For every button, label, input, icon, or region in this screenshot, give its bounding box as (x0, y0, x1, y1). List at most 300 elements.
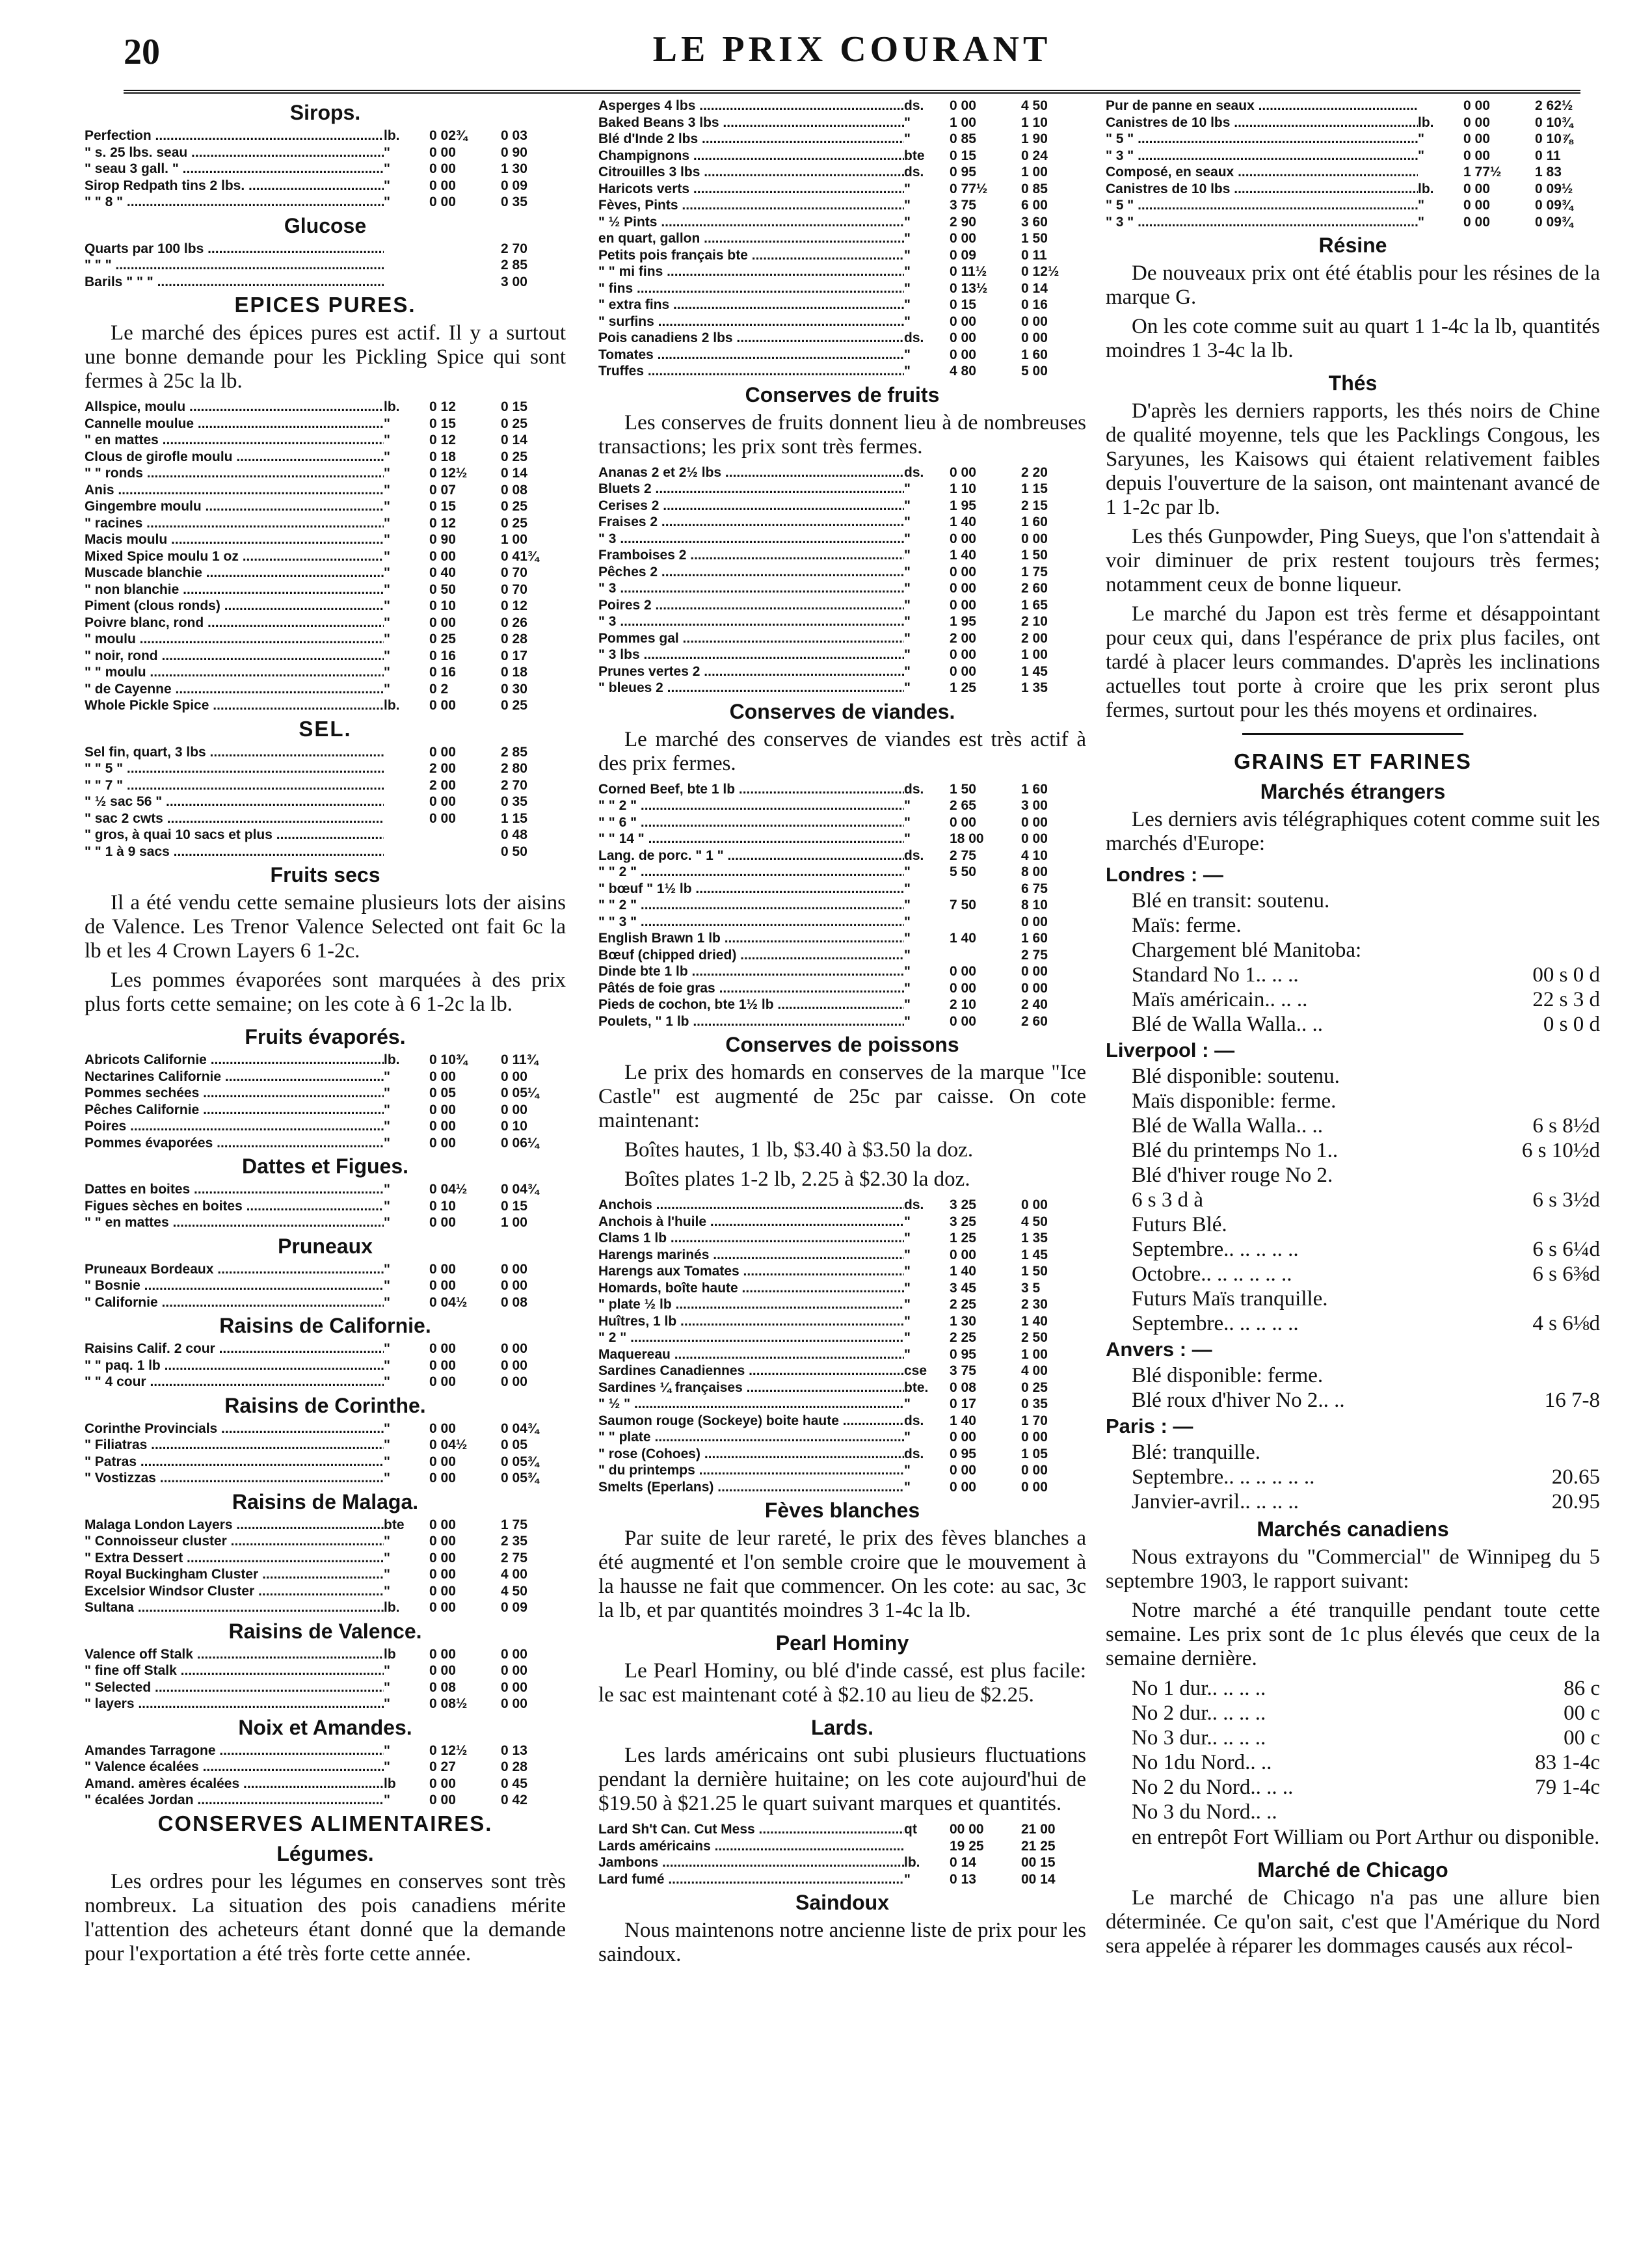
item-name: English Brawn 1 lb ..... (598, 930, 904, 947)
price-low: 1 40 (950, 1264, 976, 1279)
quote-label: Maïs disponible: ferme. (1132, 1089, 1337, 1113)
item-name: Bluets 2 ..... (598, 481, 904, 498)
item-name: " Extra Dessert ..... (85, 1550, 384, 1567)
price-high: 0 12 (501, 598, 527, 613)
item-unit: " (904, 947, 911, 963)
quote-value: 86 c (1564, 1677, 1600, 1700)
item-unit: " (384, 1679, 390, 1695)
price-high: 2 15 (1021, 498, 1048, 513)
price-low: 0 18 (429, 449, 456, 464)
price-row (598, 114, 1086, 131)
section-heading: EPICES PURES. (234, 293, 416, 317)
price-row (85, 432, 566, 449)
item-unit: " (384, 515, 390, 531)
price-row (85, 1181, 566, 1198)
item-name: Citrouilles 3 lbs ..... (598, 164, 904, 181)
market-quote (1106, 938, 1600, 963)
item-name: " plate ½ lb ..... (598, 1296, 904, 1313)
item-unit: ds. (904, 1446, 924, 1461)
item-unit: lb. (384, 128, 400, 143)
price-row (85, 515, 566, 532)
item-unit: " (384, 1759, 390, 1774)
item-unit: " (384, 681, 390, 697)
price-high: 0 08 (501, 482, 527, 498)
paragraph: De nouveaux prix ont été établis pour les résines de la marque G. (1106, 261, 1600, 309)
item-unit: " (384, 1357, 390, 1373)
price-low: 0 00 (950, 1463, 976, 1478)
item-name: " " 5 " ..... (85, 760, 384, 777)
price-low (429, 844, 501, 860)
item-name: Mixed Spice moulu 1 oz ..... (85, 548, 384, 565)
price-high: 3 60 (1021, 214, 1048, 230)
paragraph: Les pommes évaporées sont marquées à des prix plus forts cette semaine; on les cote à 6 1-2c la lb. (85, 968, 566, 1016)
item-name: Ananas 2 et 2½ lbs ..... (598, 464, 904, 481)
price-high: 0 35 (501, 794, 527, 809)
price-low: 1 10 (950, 481, 976, 496)
item-name: Pêches Californie ..... (85, 1102, 384, 1119)
price-high: 1 35 (1021, 1231, 1048, 1246)
section-heading: Légumes. (276, 1841, 374, 1865)
price-row (85, 1118, 566, 1135)
section-heading: Conserves de poissons (725, 1033, 959, 1056)
price-row (598, 1363, 1086, 1380)
price-row (85, 482, 566, 499)
item-name: Maquereau ..... (598, 1346, 904, 1363)
item-name: " non blanchie ..... (85, 581, 384, 598)
item-unit: " (384, 499, 390, 514)
price-low: 0 95 (950, 165, 976, 180)
market-quote (1106, 963, 1600, 987)
section-heading: Raisins de Californie. (219, 1314, 431, 1337)
price-low: 0 00 (1463, 198, 1490, 213)
price-high: 0 05¾ (501, 1454, 539, 1469)
item-unit: " (904, 1313, 911, 1329)
price-row (1106, 148, 1600, 165)
price-low: 2 25 (950, 1297, 976, 1312)
price-row (598, 148, 1086, 165)
price-low: 0 02¾ (429, 128, 468, 143)
price-low: 0 00 (1463, 214, 1490, 230)
item-name: " gros, à quai 10 sacs et plus ..... (85, 827, 384, 844)
price-row (598, 930, 1086, 947)
item-unit: " (384, 449, 390, 464)
item-unit: " (904, 181, 911, 196)
price-high: 1 10 (1021, 114, 1048, 130)
section-heading: CONSERVES ALIMENTAIRES. (157, 1811, 493, 1835)
item-name: Petits pois français bte ..... (598, 247, 904, 264)
price-high: 1 50 (1021, 548, 1048, 563)
quote-label: Septembre.. .. .. .. .. (1132, 1238, 1299, 1261)
price-row (598, 564, 1086, 581)
price-low: 0 00 (429, 194, 456, 209)
market-quote (1106, 1701, 1600, 1726)
item-unit: lb. (384, 1052, 400, 1067)
price-low: 1 40 (950, 1413, 976, 1428)
price-low: 0 85 (950, 131, 976, 146)
price-low: 0 00 (429, 178, 456, 193)
item-name: Royal Buckingham Cluster ..... (85, 1566, 384, 1583)
item-name: Harengs marinés ..... (598, 1247, 904, 1264)
price-row (598, 1396, 1086, 1413)
price-high: 0 42 (501, 1793, 527, 1807)
price-row (598, 247, 1086, 264)
item-unit: " (384, 1182, 390, 1197)
price-row (598, 781, 1086, 798)
price-low: 0 00 (429, 161, 456, 176)
item-name: " ½ " ..... (598, 1396, 904, 1413)
price-low (429, 257, 501, 274)
price-row (85, 664, 566, 681)
item-unit: " (904, 1330, 911, 1345)
item-unit: " (384, 581, 390, 597)
price-row (85, 760, 566, 777)
price-low: 0 04½ (429, 1437, 468, 1452)
market-label: Londres : — (1106, 863, 1223, 886)
price-high: 3 00 (1021, 798, 1048, 813)
item-unit: " (384, 648, 390, 663)
item-name: Tomates ..... (598, 347, 904, 364)
item-unit: lb. (384, 399, 400, 414)
item-name: Perfection ..... (85, 127, 384, 144)
item-unit: " (904, 264, 911, 279)
price-high: 4 00 (1021, 1363, 1048, 1378)
item-name: Sardines Canadiennes ..... (598, 1363, 904, 1380)
item-name: Dattes en boites ..... (85, 1181, 384, 1198)
price-row (85, 1261, 566, 1278)
section-heading: Fruits évaporés. (245, 1025, 406, 1048)
item-name: Baked Beans 3 lbs ..... (598, 114, 904, 131)
market-quote (1106, 1012, 1600, 1037)
item-unit (384, 827, 429, 844)
price-low: 0 08½ (429, 1696, 468, 1711)
price-row (598, 297, 1086, 313)
price-row (85, 1357, 566, 1374)
price-row (85, 1792, 566, 1809)
price-row (598, 1479, 1086, 1496)
item-unit: ds. (904, 98, 924, 113)
paragraph: Le marché des conserves de viandes est très actif à des prix fermes. (598, 727, 1086, 775)
price-high: 0 13 (501, 1742, 527, 1758)
price-low: 0 12 (429, 433, 456, 447)
price-low: 2 00 (429, 777, 456, 793)
item-unit: " (384, 144, 390, 160)
quote-label: Standard No 1.. .. .. (1132, 963, 1299, 987)
price-low: 0 00 (429, 1600, 456, 1615)
price-low: 2 75 (950, 847, 976, 863)
paragraph: Les derniers avis télégraphiques cotent comme suit les marchés d'Europe: (1106, 808, 1600, 855)
price-row (85, 241, 566, 258)
item-unit: " (904, 1264, 911, 1279)
price-low: 1 95 (950, 498, 976, 513)
paragraph: Les conserves de fruits donnent lieu à de nombreuses transactions; les prix sont très fermes. (598, 410, 1086, 459)
price-row (85, 1420, 566, 1437)
price-low: 0 12 (429, 515, 456, 531)
price-row (85, 631, 566, 648)
price-high: 0 00 (1021, 964, 1048, 979)
price-low: 1 95 (950, 614, 976, 629)
quote-label: Maïs américain.. .. .. (1132, 988, 1308, 1011)
price-low: 0 00 (429, 1776, 456, 1791)
market-quote (1106, 1138, 1600, 1163)
item-name: " 2 " ..... (598, 1329, 904, 1346)
price-low: 0 00 (429, 1517, 456, 1532)
price-high: 0 00 (1021, 1430, 1048, 1445)
paragraph: Par suite de leur rareté, le prix des fèves blanches a été augmenté et l'on semble croire que le mouvement à la hausse ne fait que commencer. On les cote: au sac, 3c la lb, et par quantités moindres 3 1-4c la lb. (598, 1526, 1086, 1622)
item-name: " " 14 " ..... (598, 831, 904, 847)
market-quote (1106, 888, 1600, 913)
item-name: Canistres de 10 lbs ..... (1106, 181, 1418, 198)
item-unit: ds. (904, 1413, 924, 1428)
item-name: " 3 " ..... (1106, 148, 1418, 165)
item-unit: " (904, 131, 911, 146)
price-high: 1 70 (1021, 1413, 1048, 1428)
item-name: Homards, boîte haute ..... (598, 1280, 904, 1297)
price-row (598, 181, 1086, 198)
item-unit: " (384, 1420, 390, 1436)
quote-value: 79 1-4c (1535, 1776, 1600, 1799)
price-high: 1 00 (1021, 1346, 1048, 1362)
price-low: 7 50 (950, 898, 976, 913)
item-name: Pur de panne en seaux ..... (1106, 98, 1418, 114)
price-row (598, 831, 1086, 847)
item-unit: " (904, 581, 911, 596)
price-row (85, 1517, 566, 1534)
price-low: 1 40 (950, 514, 976, 529)
price-low: 2 00 (429, 761, 456, 776)
paragraph: Il a été vendu cette semaine plusieurs lots der aisins de Valence. Les Trenor Valence Selected ont fait 6c la lb et les 4 Crown Layers 6 1-2c. (85, 891, 566, 963)
price-high: 0 00 (1021, 531, 1048, 546)
price-high: 1 45 (1021, 663, 1048, 679)
quote-label: Septembre.. .. .. .. .. .. (1132, 1465, 1315, 1489)
price-low: 0 00 (429, 1341, 456, 1356)
price-low: 0 17 (950, 1396, 976, 1411)
item-name: Pois canadiens 2 lbs ..... (598, 330, 904, 347)
price-low: 0 00 (950, 98, 976, 113)
item-name: " " 4 cour ..... (85, 1374, 384, 1391)
item-unit: bte. (904, 1380, 929, 1395)
price-row (1106, 98, 1600, 114)
price-high: 6 00 (1021, 198, 1048, 213)
price-high: 21 25 (1021, 1838, 1056, 1854)
item-name: Nectarines Californie ..... (85, 1069, 384, 1086)
item-unit: qt (904, 1822, 917, 1837)
price-high: 1 45 (1021, 1247, 1048, 1262)
price-low: 0 00 (950, 231, 976, 246)
item-name: " fins ..... (598, 280, 904, 297)
price-row (598, 330, 1086, 347)
price-high: 0 00 (1021, 1197, 1048, 1212)
column-3 (1106, 98, 1600, 2237)
item-unit: " (904, 231, 911, 246)
price-low: 0 08 (950, 1380, 976, 1395)
price-row (85, 681, 566, 698)
market-quote (1106, 1286, 1600, 1311)
item-unit: " (904, 663, 911, 679)
price-low: 0 00 (1463, 181, 1490, 196)
item-name: " 3 " ..... (1106, 214, 1418, 231)
price-high: 0 25 (501, 416, 527, 431)
item-name: Pommes évaporées ..... (85, 1135, 384, 1152)
item-unit: lb. (1418, 114, 1434, 130)
item-name: " rose (Cohoes) ..... (598, 1446, 904, 1463)
item-unit: " (904, 864, 911, 879)
price-low: 0 00 (429, 1663, 456, 1678)
item-unit: bte (384, 1517, 405, 1532)
item-unit: bte (904, 148, 925, 163)
item-unit: " (384, 1471, 390, 1486)
price-high: 0 26 (501, 615, 527, 630)
price-low: 0 00 (429, 698, 456, 713)
price-high: 8 00 (1021, 864, 1048, 879)
price-low: 0 09 (950, 247, 976, 263)
price-low: 0 00 (429, 1102, 456, 1117)
price-row (85, 565, 566, 581)
price-row (598, 131, 1086, 148)
price-high: 0 30 (501, 681, 527, 697)
price-low: 0 27 (429, 1759, 456, 1774)
price-row (598, 847, 1086, 864)
market-quote (1106, 1800, 1600, 1824)
price-row (598, 947, 1086, 964)
item-name: Smelts (Eperlans) ..... (598, 1479, 904, 1496)
item-name: Valence off Stalk ..... (85, 1646, 384, 1663)
item-name: Quarts par 100 lbs ..... (85, 241, 384, 258)
price-row (598, 1854, 1086, 1871)
item-unit: lb. (384, 698, 400, 713)
item-unit (384, 760, 429, 777)
quote-value: 6 s 10½d (1521, 1139, 1600, 1162)
price-row (1106, 164, 1600, 181)
item-name: Haricots verts ..... (598, 181, 904, 198)
item-name: Barils " " " ..... (85, 274, 384, 291)
price-row (598, 1429, 1086, 1446)
price-low: 0 00 (429, 1567, 456, 1582)
price-row (598, 1380, 1086, 1396)
price-high: 1 00 (1021, 647, 1048, 662)
section-heading: GRAINS ET FARINES (1234, 749, 1472, 773)
price-row (598, 514, 1086, 531)
quote-label: Blé: tranquille. (1132, 1441, 1260, 1464)
price-row (1106, 214, 1600, 231)
price-low: 0 00 (950, 531, 976, 546)
price-high: 0 35 (1021, 1396, 1048, 1411)
price-row (598, 1296, 1086, 1313)
item-name: Poulets, " 1 lb ..... (598, 1013, 904, 1030)
item-name: Excelsior Windsor Cluster ..... (85, 1583, 384, 1600)
price-high: 0 85 (1021, 181, 1048, 196)
quote-label: Futurs Blé. (1132, 1213, 1227, 1236)
quote-label: Octobre.. .. .. .. .. .. (1132, 1262, 1292, 1286)
column-2 (598, 98, 1086, 2237)
item-unit: " (904, 114, 911, 130)
item-name: " ½ sac 56 " ..... (85, 793, 384, 810)
price-row (598, 897, 1086, 914)
price-low: 2 00 (950, 630, 976, 646)
item-unit: " (904, 1479, 911, 1495)
price-low: 0 04½ (429, 1182, 468, 1197)
price-row (85, 1759, 566, 1776)
item-unit: " (384, 161, 390, 176)
item-unit: " (904, 1871, 911, 1887)
price-high: 1 65 (1021, 597, 1048, 613)
item-unit: ds. (904, 464, 924, 480)
price-high: 1 60 (1021, 781, 1048, 797)
section-heading: Pearl Hominy (775, 1631, 909, 1655)
price-row (1106, 114, 1600, 131)
price-high: 3 5 (1021, 1280, 1041, 1296)
price-low: 1 25 (950, 680, 976, 695)
price-row (598, 1413, 1086, 1430)
price-row (598, 1329, 1086, 1346)
price-low: 0 14 (950, 1855, 976, 1870)
quote-label: No 3 du Nord.. .. (1132, 1800, 1277, 1824)
price-high: 0 00 (501, 1696, 527, 1711)
item-unit: " (904, 1231, 911, 1246)
item-unit: " (904, 564, 911, 580)
price-low: 0 00 (429, 615, 456, 630)
paragraph: Boîtes hautes, 1 lb, $3.40 à $3.50 la doz. (624, 1138, 974, 1162)
price-row (85, 465, 566, 482)
price-high: 0 24 (1021, 148, 1048, 163)
price-high: 0 00 (501, 1374, 527, 1389)
price-high: 0 14 (501, 466, 527, 481)
market-quote (1106, 1775, 1600, 1800)
quote-label: 6 s 3 d à (1132, 1188, 1203, 1212)
price-high: 0 09 (501, 178, 527, 193)
price-high: 2 60 (1021, 1013, 1048, 1029)
paragraph: Les ordres pour les légumes en conserves sont très nombreux. La situation des pois canadiens mérite l'attention des acheteurs étant donné que la demande pour l'exportation a été très forte cette année. (85, 1869, 566, 1966)
price-row (85, 257, 566, 274)
paragraph: en entrepôt Fort William ou Port Arthur ou disponible. (1132, 1826, 1600, 1849)
item-unit: " (904, 364, 911, 379)
quote-value: 4 s 6⅛d (1532, 1312, 1600, 1335)
price-high: 0 25 (501, 449, 527, 464)
price-high: 3 00 (501, 274, 527, 289)
item-name: " " en mattes ..... (85, 1214, 384, 1231)
price-low: 0 05 (429, 1086, 456, 1100)
price-low: 0 15 (950, 297, 976, 312)
price-row (85, 1566, 566, 1583)
price-row (598, 1313, 1086, 1330)
price-row (85, 615, 566, 632)
item-name: " surfins ..... (598, 313, 904, 330)
price-high: 2 80 (501, 761, 527, 776)
price-row (598, 597, 1086, 614)
section-heading: Lards. (810, 1716, 874, 1739)
item-unit: " (384, 1294, 390, 1310)
item-unit: " (384, 178, 390, 193)
price-high: 0 18 (501, 665, 527, 680)
price-low: 0 00 (429, 1420, 456, 1436)
item-unit: " (384, 1793, 390, 1807)
price-high: 0 35 (501, 194, 527, 209)
quote-label: Blé de Walla Walla.. .. (1132, 1013, 1324, 1036)
price-row (598, 1230, 1086, 1247)
paragraph: Notre marché a été tranquille pendant toute cette semaine. Les prix sont de 1c plus élevés que ceux de la semaine dernière. (1106, 1599, 1600, 1670)
price-row (598, 347, 1086, 364)
item-unit: ds. (904, 847, 924, 863)
item-name: " Valence écalées ..... (85, 1759, 384, 1776)
paragraph: Boîtes plates 1-2 lb, 2.25 à $2.30 la doz. (624, 1167, 970, 1191)
item-name: " " 3 " ..... (598, 914, 904, 931)
item-unit: " (384, 1198, 390, 1214)
price-row (598, 1013, 1086, 1030)
market-quote (1106, 1676, 1600, 1701)
item-name: Composé, en seaux ..... (1106, 164, 1418, 181)
page-number: 20 (124, 32, 160, 72)
price-row (85, 1599, 566, 1616)
item-unit: " (904, 1297, 911, 1312)
